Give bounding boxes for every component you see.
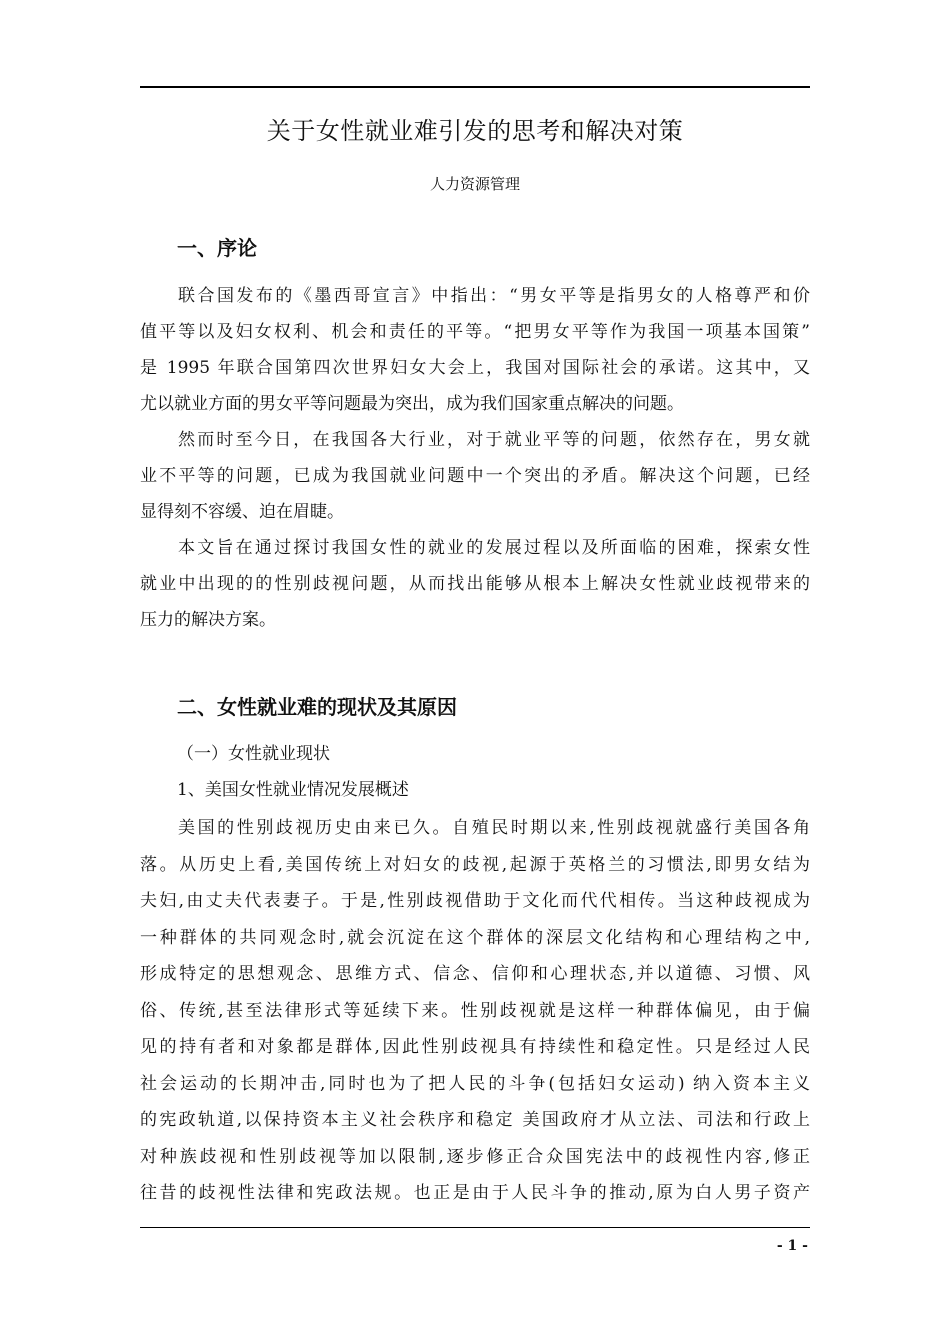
text-line: 落。从历史上看,美国传统上对妇女的歧视,起源于英格兰的习惯法,即男女结为: [140, 854, 810, 875]
section-heading-status-and-causes: 二、女性就业难的现状及其原因: [177, 695, 457, 719]
text-line: 夫妇,由丈夫代表妻子。于是,性别歧视借助于文化而代代相传。当这种歧视成为: [140, 891, 810, 911]
text-line: 联合国发布的《墨西哥宣言》中指出：“男女平等是指男女的人格尊严和价: [178, 286, 810, 306]
paragraph-current-situation: [140, 422, 810, 530]
footer-rule: [140, 1227, 810, 1228]
text-line: 往昔的歧视性法律和宪政法规。也正是由于人民斗争的推动,原为白人男子资产: [140, 1183, 810, 1203]
section-heading-introduction: 一、序论: [177, 236, 257, 260]
text-line: 社会运动的长期冲击,同时也为了把人民的斗争(包括妇女运动) 纳入资本主义: [140, 1073, 810, 1094]
text-line: 俗、传统,甚至法律形式等延续下来。性别歧视就是这样一种群体偏见，由于偏: [140, 1000, 810, 1021]
subsection-heading: （一）女性就业现状: [177, 744, 330, 764]
paragraph-purpose: [140, 530, 810, 638]
subsection-heading: 1、美国女性就业情况发展概述: [177, 780, 409, 800]
text-line: 业不平等的问题，已成为我国就业问题中一个突出的矛盾。解决这个问题，已经: [140, 466, 810, 486]
text-line: 一种群体的共同观念时,就会沉淀在这个群体的深层文化结构和心理结构之中,: [140, 927, 810, 948]
text-line: 然而时至今日，在我国各大行业，对于就业平等的问题，依然存在，男女就: [178, 430, 810, 450]
text-line: 值平等以及妇女权利、机会和责任的平等。“把男女平等作为我国一项基本国策”: [140, 322, 810, 342]
text-line: 是 1995 年联合国第四次世界妇女大会上，我国对国际社会的承诺。这其中，又: [140, 358, 810, 378]
text-line: 显得刻不容缓、迫在眉睫。: [140, 502, 344, 522]
page-number: - 1 -: [776, 1238, 808, 1254]
text-line: 就业中出现的的性别歧视问题，从而找出能够从根本上解决女性就业歧视带来的: [140, 574, 810, 594]
text-line: 本文旨在通过探讨我国女性的就业的发展过程以及所面临的困难，探索女性: [178, 538, 810, 558]
text-line: 见的持有者和对象都是群体,因此性别歧视具有持续性和稳定性。只是经过人民: [140, 1037, 810, 1057]
text-line: 美国的性别歧视历史由来已久。自殖民时期以来,性别歧视就盛行美国各角: [178, 818, 810, 838]
text-line: 尤以就业方面的男女平等问题最为突出，成为我们国家重点解决的问题。: [140, 394, 684, 414]
paragraph-declaration: [140, 278, 810, 422]
text-line: 对种族歧视和性别歧视等加以限制,逐步修正合众国宪法中的歧视性内容,修正: [140, 1146, 810, 1167]
text-line: 的宪政轨道,以保持资本主义社会秩序和稳定 美国政府才从立法、司法和行政上: [140, 1110, 810, 1130]
header-rule: [140, 86, 810, 88]
text-line: 形成特定的思想观念、思维方式、信念、信仰和心理状态,并以道德、习惯、风: [140, 964, 810, 984]
text-line: 压力的解决方案。: [140, 610, 276, 630]
paragraph-us-history: [140, 810, 810, 1212]
document-title: 关于女性就业难引发的思考和解决对策: [266, 117, 684, 145]
document-subtitle: 人力资源管理: [429, 175, 520, 193]
